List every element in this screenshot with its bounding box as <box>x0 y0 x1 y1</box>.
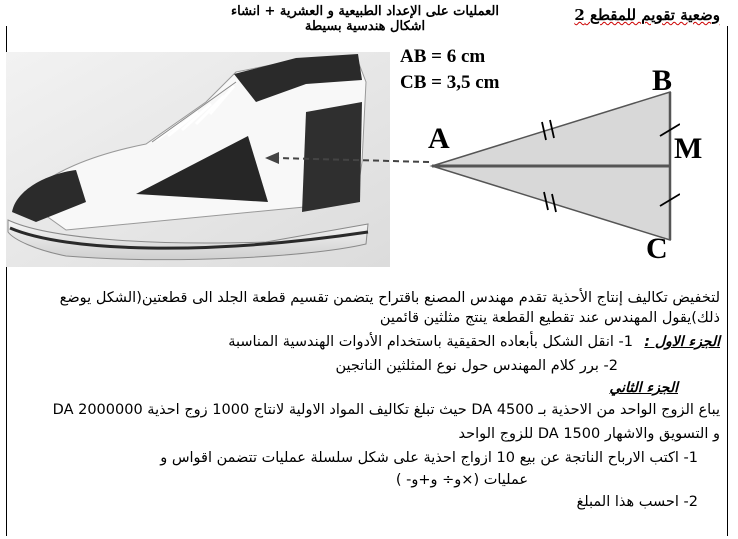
intro-line-2: ذلك)يقول المهندس عند تقطيع القطعة ينتج مثلثين قائمين <box>379 310 720 326</box>
part2-item-1-cont: عمليات (×و÷ و+و- ) <box>395 472 528 488</box>
vertex-c-label: C <box>646 232 668 265</box>
part2-item-1: 1- اكتب الارباح الناتجة عن بيع 10 ازواج احذية على شكل سلسلة عمليات تتضمن اقواس و <box>160 450 698 466</box>
vertex-b-label: B <box>652 64 673 97</box>
worksheet-topic: العمليات على الإعداد الطبيعية و العشرية + انشاء اشكال هندسية بسيطة <box>231 4 499 34</box>
measure-ab: AB = 6 cm <box>400 46 486 67</box>
part2-heading: الجزء الثاني <box>609 380 678 396</box>
worksheet-title: وضعية تقويم للمقطع 2 <box>574 6 720 24</box>
intro-line-1: لتخفيض تكاليف إنتاج الأحذية تقدم مهندس المصنع باقتراح يتضمن تقسيم قطعة الجلد الى قطعتين(الشكل يوضع <box>59 290 720 306</box>
part2-item-2: 2- احسب هذا المبلغ <box>576 494 698 510</box>
measure-cb: CB = 3,5 cm <box>400 72 500 93</box>
vertex-a-label: A <box>428 122 450 155</box>
part1-item-1: 1- انقل الشكل بأبعاده الحقيقية باستخدام الأدوات الهندسية المناسبة <box>228 334 633 350</box>
dashed-arrow <box>255 140 435 180</box>
part2-line-1: يباع الزوج الواحد من الاحذية بـ 4500 DA حيث تبلغ تكاليف المواد الاولية لانتاج 1000 زوج احذية 2000000 DA <box>52 402 720 418</box>
part1-item-2: 2- برر كلام المهندس حول نوع المثلثين الناتجين <box>335 358 618 374</box>
triangle-figure <box>420 70 680 280</box>
midpoint-m-label: M <box>674 132 703 165</box>
part1-heading: الجزء الاول : <box>644 334 720 350</box>
part2-line-2: و التسويق والاشهار DA 1500 للزوج الواحد <box>458 426 720 442</box>
